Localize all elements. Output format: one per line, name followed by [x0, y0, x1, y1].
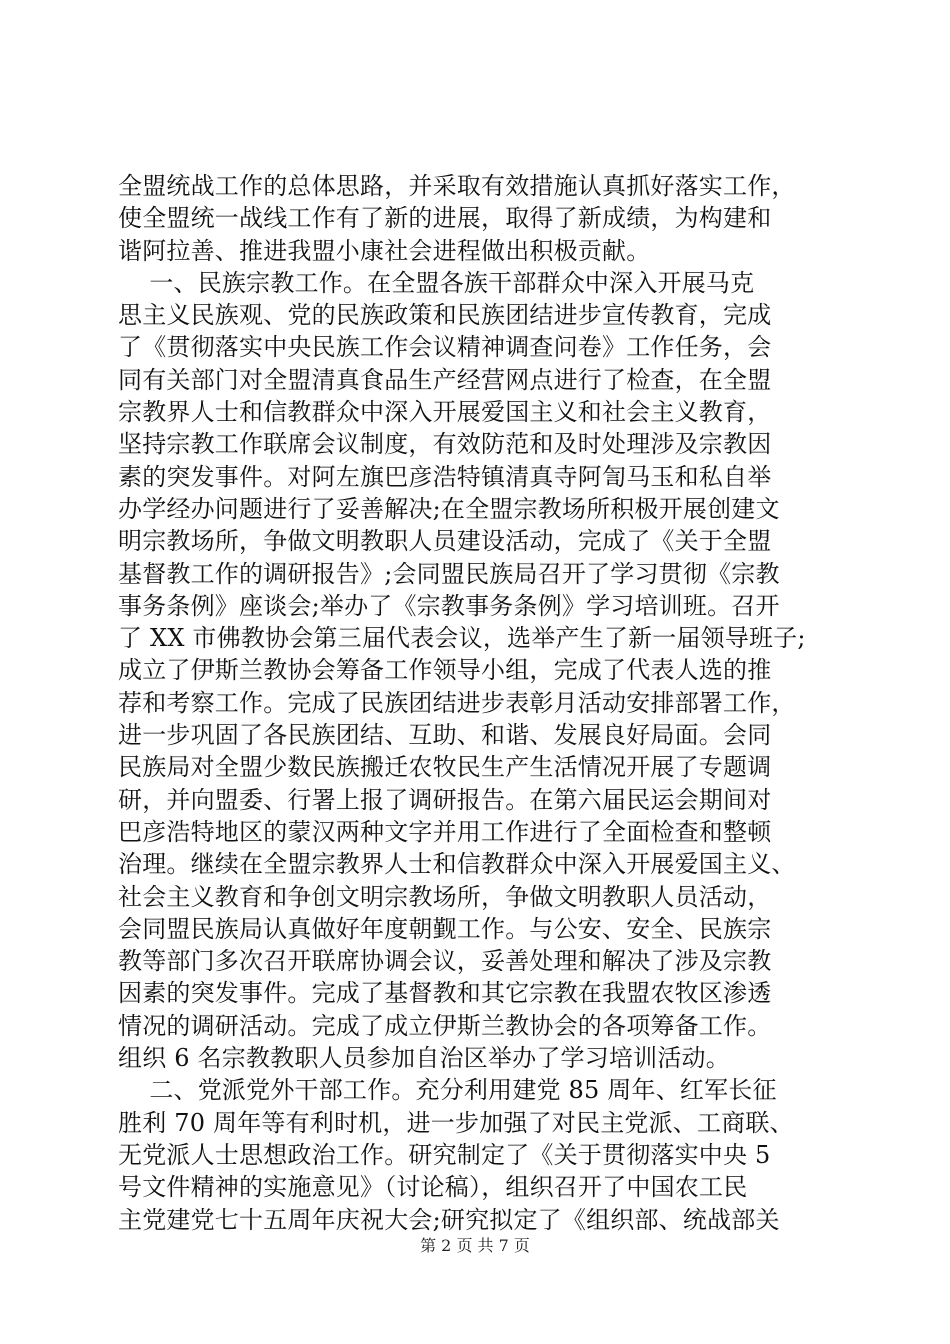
- text-line: 宗教界人士和信教群众中深入开展爱国主义和社会主义教育，: [118, 398, 772, 427]
- text-line: 号文件精神的实施意见》（讨论稿），组织召开了中国农工民: [118, 1173, 748, 1202]
- text-line: 同有关部门对全盟清真食品生产经营网点进行了检查，在全盟: [118, 365, 772, 394]
- text-line: 思主义民族观、党的民族政策和民族团结进步宣传教育，完成: [118, 301, 772, 330]
- text-line: 全盟统战工作的总体思路，并采取有效措施认真抓好落实工作，: [118, 172, 796, 200]
- text-line: 因素的突发事件。完成了基督教和其它宗教在我盟农牧区渗透: [118, 979, 772, 1008]
- text-line: 坚持宗教工作联席会议制度，有效防范和及时处理涉及宗教因: [118, 430, 772, 459]
- text-line: 素的突发事件。对阿左旗巴彦浩特镇清真寺阿訇马玉和私自举: [118, 462, 772, 491]
- text-line: 成立了伊斯兰教协会筹备工作领导小组，完成了代表人选的推: [118, 656, 772, 685]
- text-line: 一、民族宗教工作。在全盟各族干部群众中深入开展马克: [118, 268, 755, 297]
- text-line: 主党建党七十五周年庆祝大会;研究拟定了《组织部、统战部关: [118, 1205, 780, 1234]
- text-line: 巴彦浩特地区的蒙汉两种文字并用工作进行了全面检查和整顿: [118, 817, 772, 846]
- text-line: 治理。继续在全盟宗教界人士和信教群众中深入开展爱国主义、: [118, 850, 796, 879]
- text-line: 了 XX 市佛教协会第三届代表会议，选举产生了新一届领导班子;: [118, 624, 806, 653]
- text-line: 明宗教场所，争做文明教职人员建设活动，完成了《关于全盟: [118, 527, 772, 556]
- text-line: 荐和考察工作。完成了民族团结进步表彰月活动安排部署工作，: [118, 688, 796, 717]
- text-line: 办学经办问题进行了妥善解决;在全盟宗教场所积极开展创建文: [118, 494, 780, 523]
- body-text: [118, 170, 834, 1236]
- text-line: 谐阿拉善、推进我盟小康社会进程做出积极贡献。: [118, 236, 651, 265]
- text-line: 会同盟民族局认真做好年度朝觐工作。与公安、安全、民族宗: [118, 914, 772, 943]
- text-line: 基督教工作的调研报告》;会同盟民族局召开了学习贯彻《宗教: [118, 559, 780, 588]
- text-line: 胜利 70 周年等有利时机，进一步加强了对民主党派、工商联、: [118, 1108, 794, 1137]
- text-line: 教等部门多次召开联席协调会议，妥善处理和解决了涉及宗教: [118, 947, 772, 976]
- text-line: 事务条例》座谈会;举办了《宗教事务条例》学习培训班。召开: [118, 591, 780, 620]
- text-line: 社会主义教育和争创文明宗教场所，争做文明教职人员活动，: [118, 882, 772, 911]
- text-line: 无党派人士思想政治工作。研究制定了《关于贯彻落实中央 5: [118, 1140, 771, 1169]
- text-line: 研，并向盟委、行署上报了调研报告。在第六届民运会期间对: [118, 785, 772, 814]
- text-line: 组织 6 名宗教教职人员参加自治区举办了学习培训活动。: [118, 1044, 730, 1073]
- text-line: 了《贯彻落实中央民族工作会议精神调查问卷》工作任务，会: [118, 333, 772, 362]
- text-line: 情况的调研活动。完成了成立伊斯兰教协会的各项筹备工作。: [118, 1011, 772, 1040]
- text-line: 进一步巩固了各民族团结、互助、和谐、发展良好局面。会同: [118, 721, 772, 750]
- text-line: 使全盟统一战线工作有了新的进展，取得了新成绩，为构建和: [118, 204, 772, 233]
- text-line: 民族局对全盟少数民族搬迁农牧民生产生活情况开展了专题调: [118, 753, 772, 782]
- page-footer: 第 2 页 共 7 页: [420, 1236, 530, 1255]
- text-line: 二、党派党外干部工作。充分利用建党 85 周年、红军长征: [118, 1076, 777, 1105]
